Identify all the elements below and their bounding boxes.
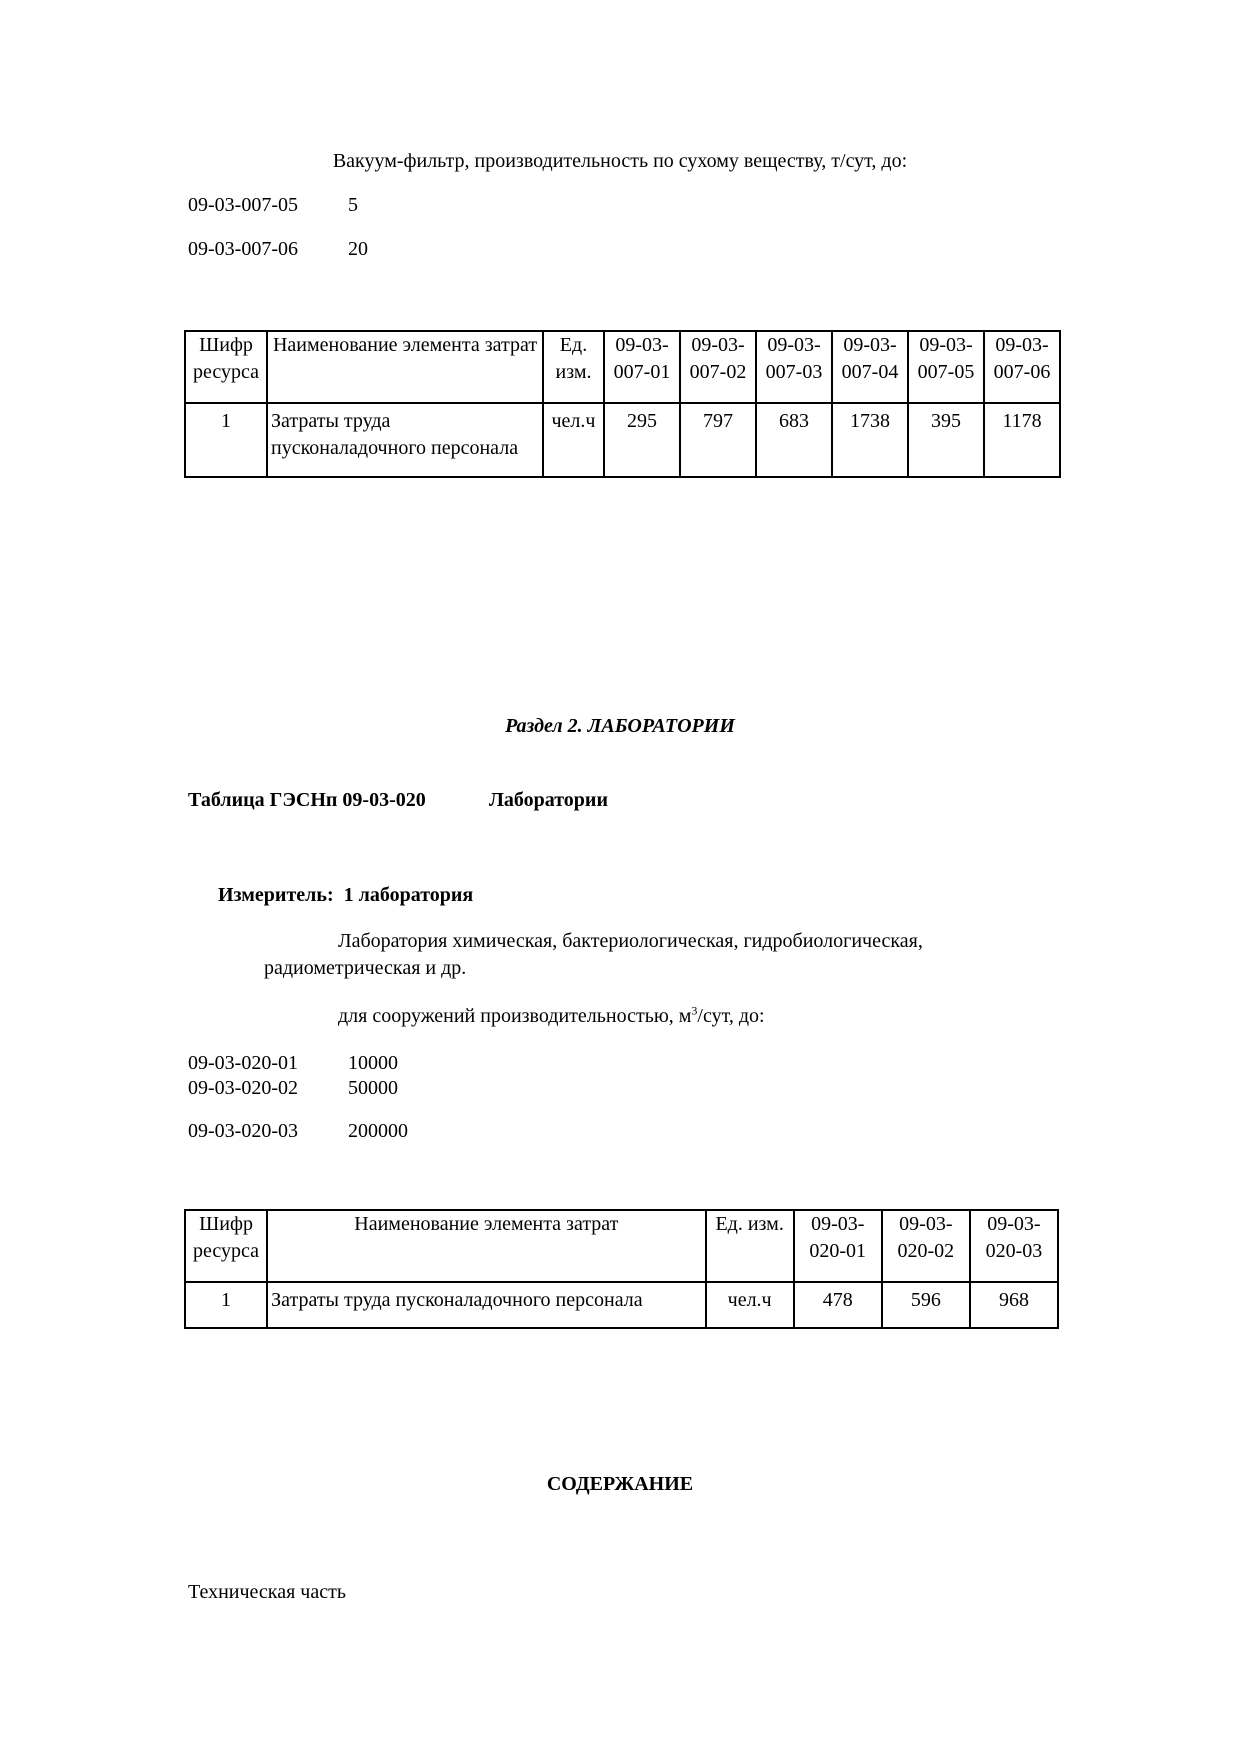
header-cell: 09-03-007-02 (680, 331, 756, 403)
table-header-row (185, 1210, 1058, 1282)
measure-label: Измеритель: (218, 884, 334, 906)
table-cell: чел.ч (706, 1282, 794, 1328)
code-value: 5 (348, 194, 358, 216)
table-cell: 1738 (832, 403, 908, 477)
table-caption-label: Таблица ГЭСНп 09-03-020 (188, 789, 426, 811)
header-cell: 09-03-007-04 (832, 331, 908, 403)
header-cell: Шифр ресурса (185, 331, 267, 403)
resource-table-1 (184, 330, 1061, 478)
table-cell: 395 (908, 403, 984, 477)
capacity-suffix: /сут, до: (697, 1005, 765, 1027)
table-cell: 1 (185, 403, 267, 477)
code-value: 20 (348, 238, 368, 260)
code-value: 200000 (348, 1120, 408, 1142)
lab-description: Лаборатория химическая, бактериологическая, гидробиологическая, радиометрическая и др. (264, 930, 923, 979)
capacity-prefix: для сооружений производительностью, м (338, 1005, 692, 1027)
table-cell: 1 (185, 1282, 267, 1328)
capacity-line (338, 1003, 765, 1030)
header-cell: Наименование элемента затрат (267, 1210, 706, 1282)
header-cell: 09-03-007-05 (908, 331, 984, 403)
header-cell: 09-03-007-01 (604, 331, 680, 403)
capacity-sup: 3 (691, 1003, 698, 1018)
header-cell: Ед. изм. (543, 331, 604, 403)
code-number: 09-03-007-05 (188, 194, 298, 216)
table-cell: 295 (604, 403, 680, 477)
table-cell: 797 (680, 403, 756, 477)
table-cell: 478 (794, 1282, 882, 1328)
code-number: 09-03-007-06 (188, 238, 298, 260)
table-row (185, 403, 1060, 477)
header-cell: 09-03-020-02 (882, 1210, 970, 1282)
measure-line (218, 882, 473, 909)
table-cell: Затраты труда пусконаладочного персонала (267, 1282, 706, 1328)
table-row (185, 1282, 1058, 1328)
table-caption-name: Лаборатории (489, 789, 608, 811)
code-value: 10000 (348, 1052, 398, 1074)
table-cell: 1178 (984, 403, 1060, 477)
header-cell: Ед. изм. (706, 1210, 794, 1282)
measure-value: 1 лаборатория (343, 884, 474, 906)
header-cell: 09-03-007-03 (756, 331, 832, 403)
contents-item: Техническая часть (188, 1581, 346, 1603)
code-number: 09-03-020-03 (188, 1120, 298, 1142)
header-cell: 09-03-020-03 (970, 1210, 1058, 1282)
table-cell: Затраты труда пусконаладочного персонала (267, 403, 543, 477)
table-cell: чел.ч (543, 403, 604, 477)
resource-table-2 (184, 1209, 1059, 1329)
header-cell: Шифр ресурса (185, 1210, 267, 1282)
vacuum-filter-heading: Вакуум-фильтр, производительность по сухому веществу, т/сут, до: (332, 150, 908, 172)
contents-title: СОДЕРЖАНИЕ (546, 1473, 694, 1495)
header-cell: Наименование элемента затрат (267, 331, 543, 403)
header-cell: 09-03-020-01 (794, 1210, 882, 1282)
code-value: 50000 (348, 1077, 398, 1099)
section-title: Раздел 2. ЛАБОРАТОРИИ (505, 715, 735, 737)
table-cell: 596 (882, 1282, 970, 1328)
header-cell: 09-03-007-06 (984, 331, 1060, 403)
code-number: 09-03-020-01 (188, 1052, 298, 1074)
table-header-row (185, 331, 1060, 403)
table-cell: 968 (970, 1282, 1058, 1328)
code-number: 09-03-020-02 (188, 1077, 298, 1099)
table-cell: 683 (756, 403, 832, 477)
